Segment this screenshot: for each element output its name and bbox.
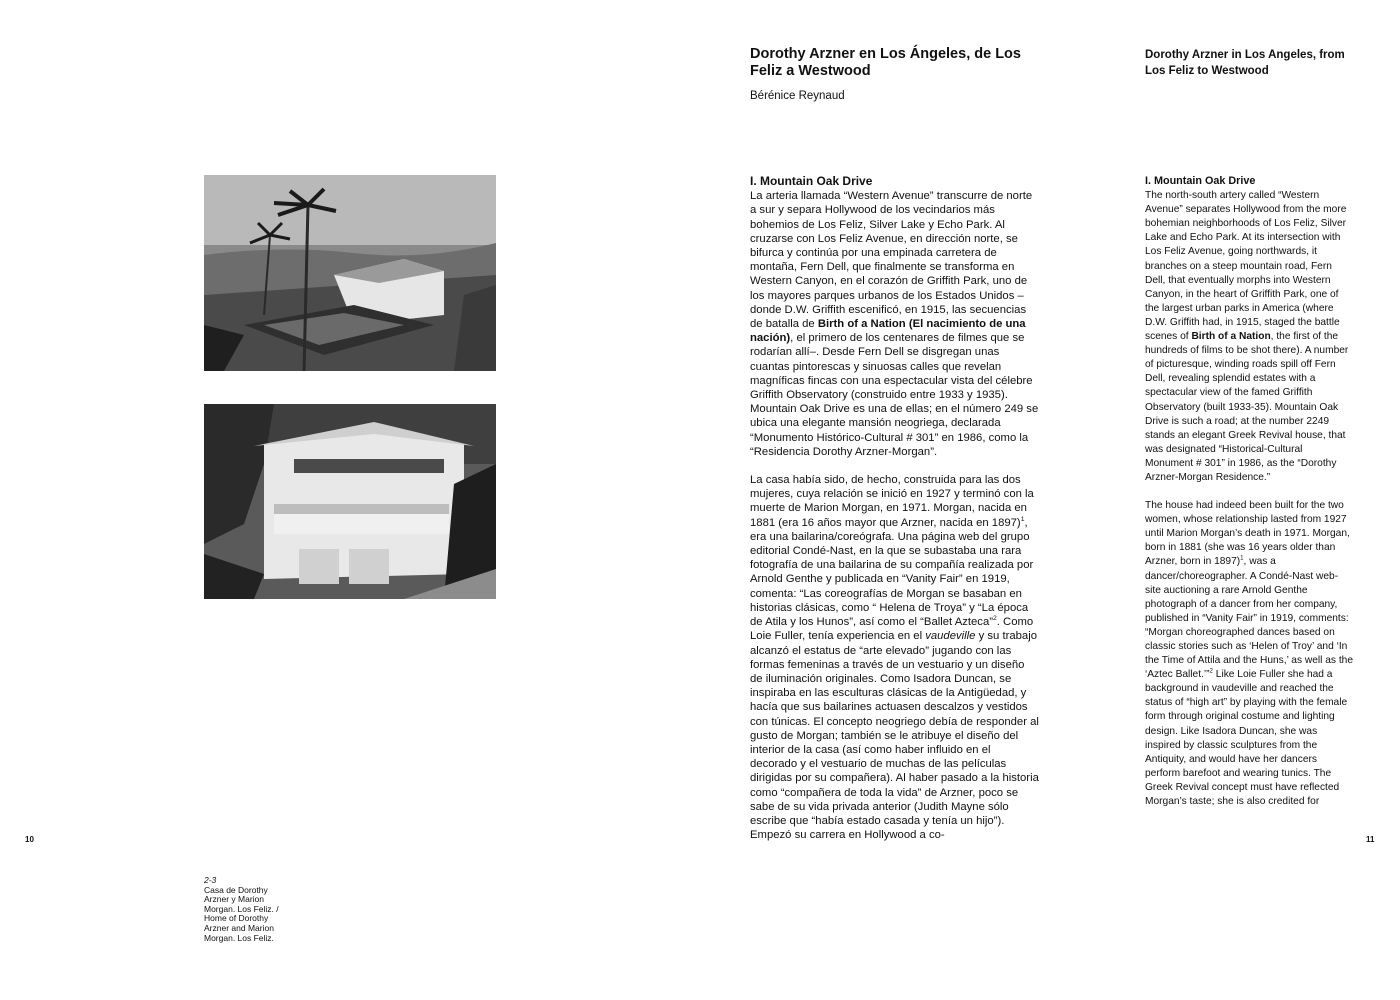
section-heading-english: I. Mountain Oak Drive (1145, 175, 1256, 187)
author-name: Bérénice Reynaud (750, 90, 845, 102)
paragraph-en-1 (1145, 174, 1353, 485)
article-title-spanish: Dorothy Arzner en Los Ángeles, de Los Feliz a Westwood (750, 46, 1021, 79)
article-title-english: Dorothy Arzner in Los Angeles, from Los Feliz to Westwood (1145, 49, 1345, 77)
film-title-spanish: Birth of a Nation (El nacimiento de una nación) (750, 318, 1026, 345)
text-span: . Como Loie Fuller, tenía experiencia en el (750, 616, 1034, 643)
film-title-english: Birth of a Nation (1191, 331, 1271, 343)
footnote-ref-1: 1 (1240, 555, 1244, 563)
text-span: The north-south artery called “Western Avenue” separates Hollywood from the more bohemian neighborhoods of Los Feliz, Silver Lake and Echo Park. At its intersection with Los Feliz Avenue, going northwards, it branches on a steep mountain road, Fern Dell, that eventually morphs into Western Canyon, in the heart of Griffith Park, one of the largest urban parks in America (where D.W. Griffith had, in 1915, staged the battle scenes of (1145, 190, 1347, 343)
text-span: y su trabajo alcanzó el estatus de “arte elevado” jugando con las formas femeninas a través de un vestuario y un diseño de iluminación originales. Como Isadora Duncan, se inspiraba en las esculturas clásicas de la Antigüedad, y hacía que sus bailarines actuasen descalzos y vestidos con túnicas. El concepto neogriego debía de responder al gusto de Morgan; también se le atribuye el diseño del interior de la casa (así como haber influido en el decorado y el vestuario de muchas de las películas dirigidas por su compañera). Al haber pasado a la historia como “compañera de toda la vida” de Arzner, poco se sabe de su vida privada anterior (Judith Mayne sólo escribe que “había estado casada y tenía un hijo”). Empezó su carrera en Hollywood a co- (750, 630, 1039, 842)
footnote-ref-1: 1 (1020, 515, 1025, 523)
footnote-ref-2: 2 (993, 615, 997, 623)
paragraph-en-2 (1145, 499, 1353, 809)
body-column-english (1145, 174, 1353, 809)
text-span: The house had indeed been built for the two women, whose relationship lasted from 1927 until Marion Morgan’s death in 1971. Morgan, born in 1881 (she was 16 years older than Arzner, born in 1897) (1145, 500, 1350, 568)
paragraph-es-1 (750, 174, 1040, 459)
paragraph-es-2 (750, 473, 1040, 842)
text-span: Like Loie Fuller she had a background in vaudeville and reached the status of “high art” by playing with the female form through original costume and lighting design. Like Isadora Duncan, she was inspired by classic sculptures from the Antiquity, and would have her dancers perform barefoot and wearing tunics. The Greek Revival concept must have reflected Morgan’s taste; she is also credited for (1145, 669, 1348, 808)
section-heading-spanish: I. Mountain Oak Drive (750, 174, 873, 188)
page-number-right: 11 (1366, 835, 1375, 844)
photo-house-facade (204, 404, 496, 599)
body-column-spanish (750, 174, 1040, 842)
text-span: La arteria llamada “Western Avenue” transcurre de norte a sur y separa Hollywood de los vecindarios más bohemios de Los Feliz, Silver Lake y Echo Park. Al cruzarse con Los Feliz Avenue, en dirección norte, se bifurca y continúa por una empinada carretera de montaña, Fern Dell, que finalmente se transforma en Western Canyon, en el corazón de Griffith Park, uno de los mayores parques urbanos de los Estados Unidos –donde D.W. Griffith escenificó, en 1915, las secuencias de batalla de (750, 190, 1033, 331)
footnote-ref-2: 2 (1209, 667, 1213, 675)
page-number-left: 10 (25, 835, 34, 844)
text-span: , era una bailarina/coreógrafa. Una página web del grupo editorial Condé-Nast, en la que se subastaba una rara fotografía de una bailarina de su compañía realizada por Arnold Genthe y publicada en “Vanity Fair” en 1919, comenta: “Las coreografías de Morgan se basaban en historias clásicas, como “ Helena de Troya” y “La época de Atila y los Hunos”, así como el “Ballet Azteca” (750, 516, 1034, 629)
text-span: , was a dancer/choreographer. A Condé-Nast web-site auctioning a rare Arnold Genthe photograph of a dancer from her company, published in “Vanity Fair” in 1919, comments: “Morgan choreographed dances based on classic stories such as ‘Helen of Troy’ and ‘In the Time of Attila and the Huns,’ as well as the ‘Aztec Ballet.’” (1145, 556, 1354, 681)
text-span: , el primero de los centenares de filmes que se rodarían allí–. Desde Fern Dell se disgregan unas cuantas pintorescas y sinuosas calles que revelan magníficas fincas con una espectacular vista del célebre Griffith Observatory (construido entre 1933 y 1935). Mountain Oak Drive es una de ellas; en el número 249 se ubica una elegante mansión neogriega, declarada “Monumento Histórico-Cultural # 301” en 1986, como la “Residencia Dorothy Arzner-Morgan”. (750, 332, 1039, 458)
caption-number: 2-3 (204, 875, 217, 885)
text-span: , the first of the hundreds of films to be shot there). A number of picturesque, winding roads spill off Fern Dell, revealing splendid estates with a spectacular view of the famed Griffith Observatory (built 1933-35). Mountain Oak Drive is such a road; at the number 2249 stands an elegant Greek Revival house, that was designated “Historical-Cultural Monument # 301” in 1986, as the “Dorothy Arzner-Morgan Residence.” (1145, 331, 1349, 483)
photo-house-aerial (204, 175, 496, 371)
text-span: La casa había sido, de hecho, construida para las dos mujeres, cuya relación se inició en 1927 y terminó con la muerte de Marion Morgan, en 1971. Morgan, nacida en 1881 (era 16 años mayor que Arzner, nacida en 1897) (750, 474, 1034, 529)
photo-caption (204, 876, 294, 943)
italic-term: vaudeville (925, 630, 976, 643)
caption-text: Casa de Dorothy Arzner y Marion Morgan. Los Feliz. / Home of Dorothy Arzner and Marion Morgan. Los Feliz. (204, 884, 279, 943)
